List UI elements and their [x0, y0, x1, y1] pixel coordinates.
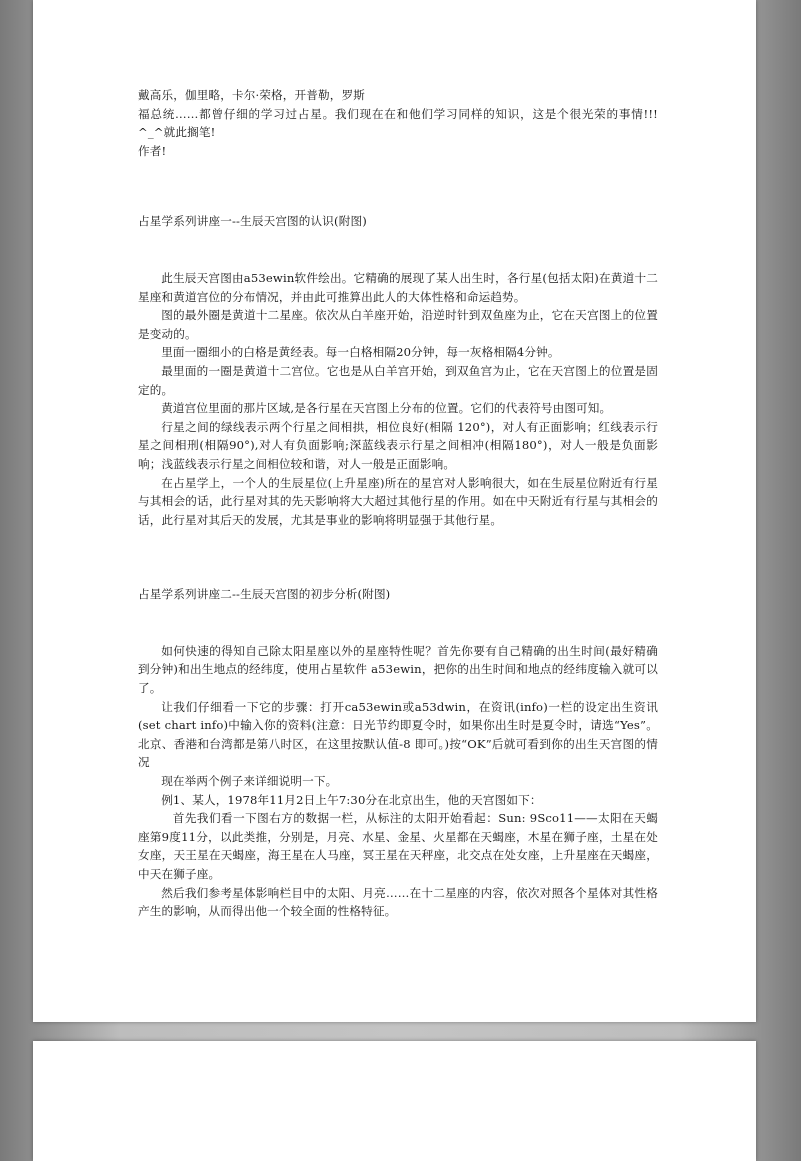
next-document-page: [33, 1041, 756, 1161]
lecture1-paragraph: 里面一圈细小的白格是黄经表。每一白格相隔20分钟，每一灰格相隔4分钟。: [161, 345, 560, 360]
lecture2-paragraph: 然后我们参考星体影响栏目中的太阳、月亮……在十二星座的内容，依次对照各个星体对其性格产生的影响，从而得出他一个较全面的性格特征。: [138, 885, 658, 919]
lecture2-paragraph: 如何快速的得知自己除太阳星座以外的星座特性呢？首先你要有自己精确的出生时间(最好精确到分钟)和出生地点的经纬度，使用占星软件 a53ewin，把你的出生时间和地点的经纬度输入就可以了。: [138, 643, 658, 696]
lecture1-paragraph: 此生辰天宫图由a53ewin软件绘出。它精确的展现了某人出生时，各行星(包括太阳)在黄道十二星座和黄道宫位的分布情况，并由此可推算出此人的大体性格和命运趋势。: [138, 270, 658, 304]
lecture2-paragraph: 例1、某人，1978年11月2日上午7:30分在北京出生，他的天宫图如下：: [161, 792, 542, 807]
intro-text: 福总统……都曾仔细的学习过占星。我们现在在和他们学习同样的知识，这是个很光荣的事情!!! ^_^就此搁笔!: [138, 106, 658, 140]
intro-signature: 作者!: [138, 143, 167, 158]
lecture1-paragraph: 在占星学上，一个人的生辰星位(上升星座)所在的星宫对人影响很大，如在生辰星位附近有行星与其相会的话，此行星对其的先天影响将大大超过其他行星的作用。如在中天附近有行星与其相会的话，此行星对其后天的发展，尤其是事业的影响将明显强于其他行星。: [138, 475, 658, 527]
lecture2-paragraph: 首先我们看一下图右方的数据一栏，从标注的太阳开始看起：Sun: 9Sco11——太阳在天蝎座第9度11分，以此类推，分别是，月亮、水星、金星、火星都在天蝎座，木星在狮子座，土星在处女座，天王星在天蝎座，海王星在人马座，冥王星在天秤座，北交点在处女座，上升星座在天蝎座，中天在狮子座。: [138, 811, 658, 881]
document-page: [33, 0, 756, 1022]
lecture1-paragraph: 最里面的一圈是黄道十二宫位。它也是从白羊宫开始，到双鱼宫为止，它在天宫图上的位置是固定的。: [138, 363, 658, 397]
lecture2-title: 占星学系列讲座二--生辰天宫图的初步分析(附图): [138, 587, 391, 602]
lecture2-paragraph: 让我们仔细看一下它的步骤：打开ca53ewin或a53dwin，在资讯(info)一栏的设定出生资讯(set chart info)中输入你的资料(注意：日光节约即夏令时，如果你出生时是夏令时，请选“Yes”。北京、香港和台湾都是第八时区，在这里按默认值-8 即可。)按“OK”后就可看到你的出生天宫图的情况: [138, 699, 658, 770]
lecture2-paragraph: 现在举两个例子来详细说明一下。: [161, 774, 338, 789]
lecture1-paragraph: 行星之间的绿线表示两个行星之间相拱，相位良好(相隔 120°)，对人有正面影响；红线表示行星之间相刑(相隔90°),对人有负面影响;深蓝线表示行星之间相冲(相隔180°)，对人一般是负面影响；浅蓝线表示行星之间相位较和谐，对人一般是正面影响。: [138, 419, 658, 471]
lecture1-paragraph: 黄道宫位里面的那片区域,是各行星在天宫图上分布的位置。它们的代表符号由图可知。: [161, 401, 612, 416]
lecture1-paragraph: 图的最外圈是黄道十二星座。依次从白羊座开始，沿逆时针到双鱼座为止，它在天宫图上的位置是变动的。: [138, 308, 658, 341]
page-content: [138, 86, 658, 921]
lecture1-title: 占星学系列讲座一--生辰天宫图的认识(附图): [138, 214, 367, 229]
intro-names-line: 戴高乐，伽里略，卡尔·荣格，开普勒，罗斯: [138, 88, 365, 102]
